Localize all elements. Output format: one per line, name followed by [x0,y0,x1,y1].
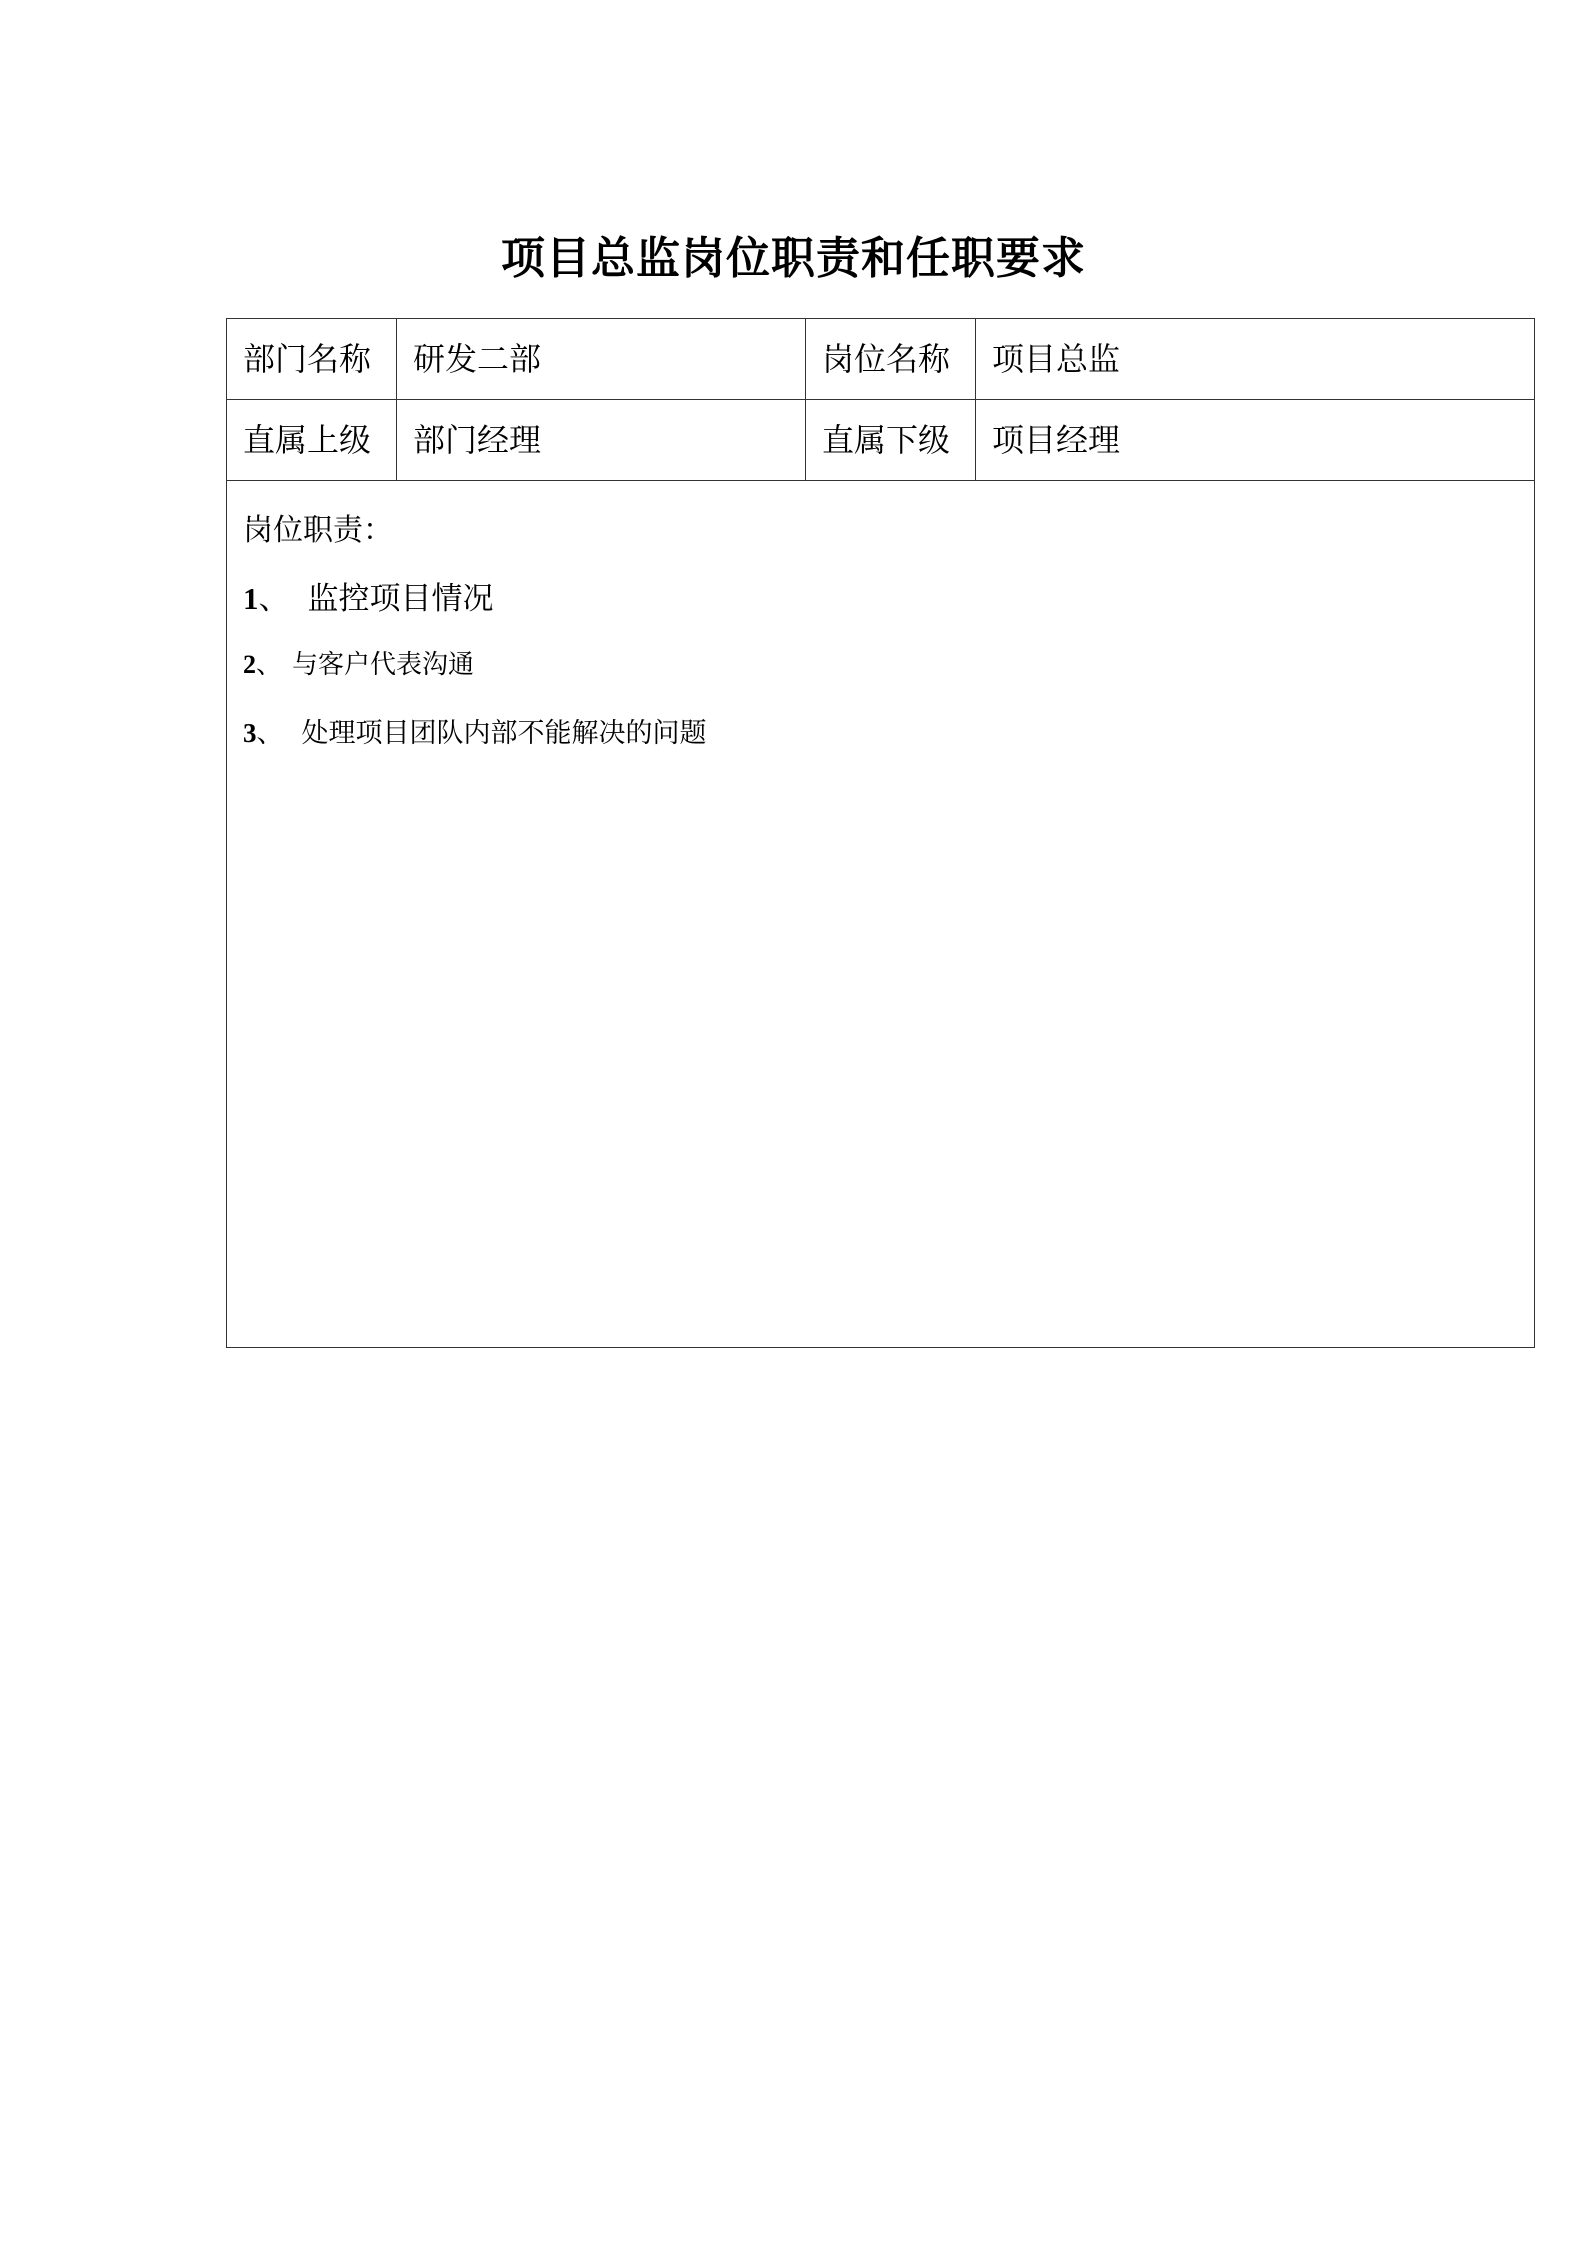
direct-superior-value: 部门经理 [397,400,806,480]
duty-number: 1 [243,581,259,616]
duties-section [227,481,1534,1347]
position-name-label: 岗位名称 [806,319,976,399]
duty-number: 2 [243,650,256,679]
page-title: 项目总监岗位职责和任职要求 [501,233,1086,285]
duty-text: 监控项目情况 [307,581,494,617]
duty-separator: 、 [256,650,283,680]
direct-superior-label: 直属上级 [227,400,397,480]
duty-text: 与客户代表沟通 [292,650,475,680]
direct-subordinate-value: 项目经理 [992,421,1121,459]
duty-item [243,715,707,752]
duty-item [243,647,474,683]
duty-separator: 、 [258,581,290,617]
duty-item [243,579,494,619]
duty-text: 处理项目团队内部不能解决的问题 [301,718,707,749]
department-name-value: 研发二部 [397,319,806,399]
job-description-table [226,318,1535,1348]
direct-subordinate-label: 直属下级 [806,400,976,480]
duty-separator: 、 [256,718,284,749]
table-row [227,400,1534,481]
position-name-value: 项目总监 [992,340,1121,378]
department-name-label: 部门名称 [227,319,397,399]
duty-number: 3 [243,718,257,748]
duties-heading: 岗位职责： [243,513,393,548]
table-row [227,319,1534,400]
